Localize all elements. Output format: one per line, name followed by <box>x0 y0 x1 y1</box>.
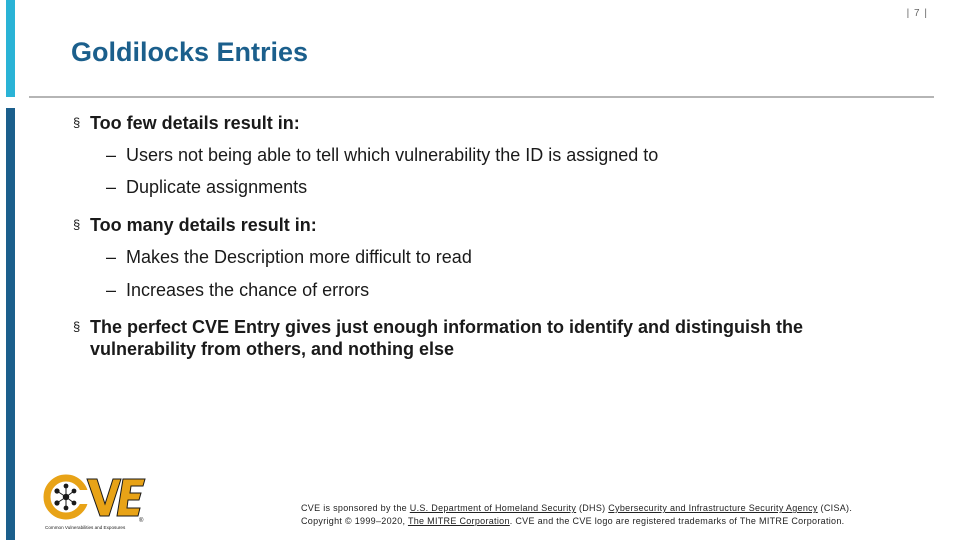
dhs-link[interactable]: U.S. Department of Homeland Security <box>409 503 577 513</box>
sub-bullet-item <box>106 246 886 268</box>
logo-c-gap <box>77 490 89 504</box>
footer-note <box>301 502 941 528</box>
footer-line-2 <box>301 515 941 528</box>
bullet-mark-icon: § <box>73 217 81 232</box>
sub-bullet-item <box>106 279 886 301</box>
footer-text: CVE is sponsored by the <box>301 503 410 513</box>
footer-text: Copyright © 1999–2020, <box>301 516 408 526</box>
accent-bar-top <box>6 0 15 97</box>
bullet-item <box>73 112 903 134</box>
dash-icon: – <box>106 177 117 197</box>
sub-bullet-text: Duplicate assignments <box>126 177 308 197</box>
sub-bullet-text: Users not being able to tell which vulnerability the ID is assigned to <box>126 145 659 165</box>
title-divider <box>29 96 934 98</box>
cve-logo <box>43 474 148 532</box>
accent-bar-bottom <box>6 108 15 540</box>
footer-text: (DHS) <box>576 503 609 513</box>
footer-text: . CVE and the CVE logo are registered trademarks of The MITRE Corporation. <box>509 516 845 526</box>
logo-tagline: Common Vulnerabilities and Exposures <box>45 525 126 530</box>
logo-network-lines <box>57 486 74 508</box>
bullet-item <box>73 214 903 236</box>
page-number: | 7 | <box>906 8 928 19</box>
dash-icon: – <box>106 145 117 165</box>
bullet-text: Too many details result in: <box>90 215 317 235</box>
bullet-item <box>73 316 903 360</box>
sub-bullet-text: Makes the Description more difficult to read <box>126 247 472 267</box>
dash-icon: – <box>106 247 117 267</box>
bullet-mark-icon: § <box>73 115 81 130</box>
cisa-link[interactable]: Cybersecurity and Infrastructure Security Agency <box>608 503 818 513</box>
bullet-text: Too few details result in: <box>90 113 300 133</box>
sub-bullet-item <box>106 176 886 198</box>
footer-line-1 <box>301 502 941 515</box>
dash-icon: – <box>106 280 117 300</box>
footer-text: (CISA). <box>817 503 853 513</box>
mitre-link[interactable]: The MITRE Corporation <box>407 516 510 526</box>
sub-bullet-item <box>106 144 886 166</box>
bullet-text: The perfect CVE Entry gives just enough information to identify and distinguish the vulnerability from others, and nothing else <box>90 317 804 359</box>
registered-mark: ® <box>139 518 144 524</box>
logo-v-glyph <box>87 479 121 516</box>
logo-e-glyph <box>117 479 145 516</box>
bullet-mark-icon: § <box>73 319 81 334</box>
page-title: Goldilocks Entries <box>71 37 309 67</box>
sub-bullet-text: Increases the chance of errors <box>126 280 370 300</box>
